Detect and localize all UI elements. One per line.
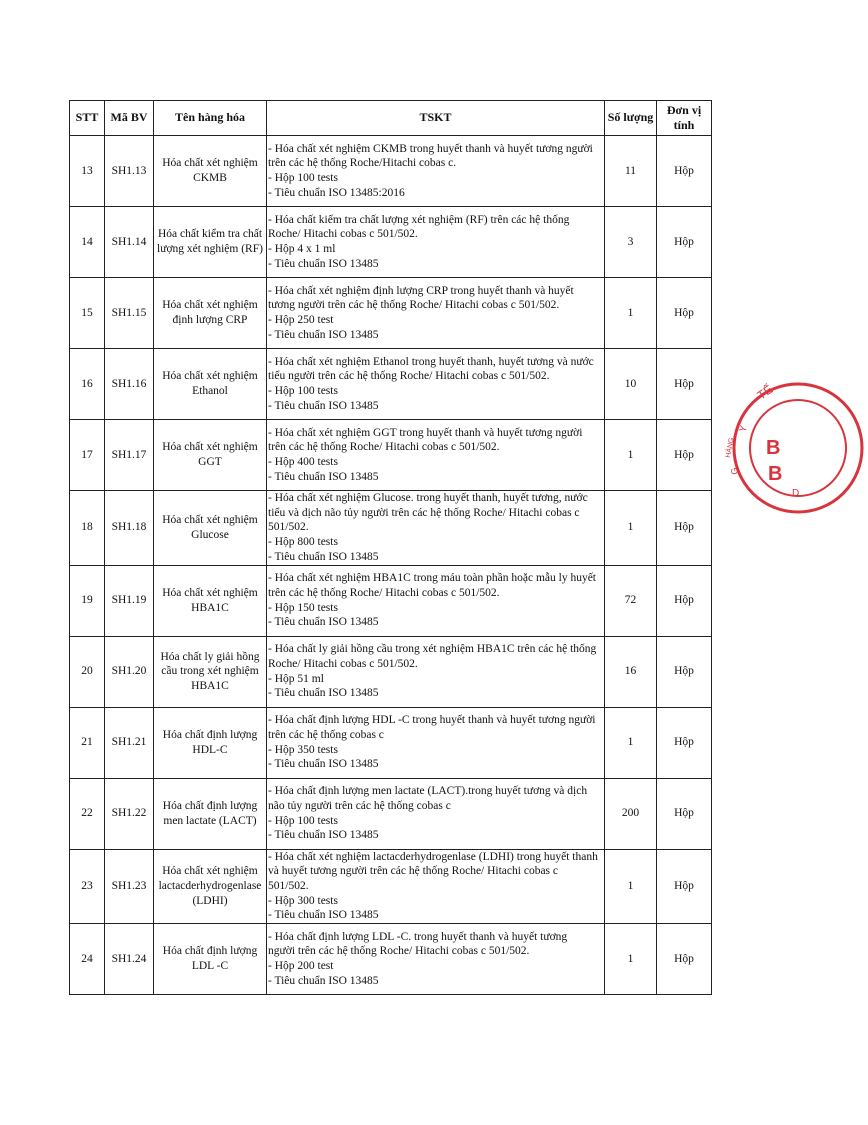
cell-don-vi: Hộp (657, 778, 712, 849)
tskt-line: - Tiêu chuẩn ISO 13485 (268, 616, 379, 629)
cell-so-luong: 72 (605, 565, 657, 636)
cell-ten-hang-hoa (154, 136, 267, 207)
table-row (70, 707, 712, 778)
cell-ma-bv: SH1.22 (105, 778, 154, 849)
cell-stt: 17 (70, 420, 105, 491)
ten-line: (LDHI) (192, 894, 228, 907)
ten-line: Ethanol (192, 385, 228, 397)
ten-line: Hóa chất xét nghiệm (162, 157, 258, 170)
header-so-luong: Số lượng (605, 101, 657, 136)
ten-line: Hóa chất định lượng (162, 799, 258, 812)
cell-ma-bv: SH1.14 (105, 207, 154, 278)
tskt-line: và huyết tương người trên các hệ thống Roche/ Hitachi cobas c (268, 865, 558, 878)
cell-don-vi: Hộp (657, 565, 712, 636)
tskt-line: trên các hệ thống cobas c (268, 728, 384, 741)
tskt-line: tiểu người trên các hệ thống Roche/ Hitachi cobas c 501/502. (268, 370, 550, 383)
tskt-line: Roche/ Hitachi cobas c 501/502. (268, 228, 418, 241)
table-row (70, 565, 712, 636)
cell-so-luong: 1 (605, 491, 657, 566)
cell-ten-hang-hoa (154, 207, 267, 278)
table-row (70, 207, 712, 278)
tskt-line: - Hộp 300 tests (268, 894, 338, 907)
ten-line: CKMB (193, 172, 227, 184)
ten-line: lượng xét nghiệm (RF) (157, 243, 263, 255)
cell-stt: 22 (70, 778, 105, 849)
tskt-line: - Tiêu chuẩn ISO 13485 (268, 328, 379, 341)
table-row (70, 924, 712, 995)
tskt-line: - Hóa chất xét nghiệm định lượng CRP trong huyết thanh và huyết (268, 284, 574, 297)
tskt-line: - Tiêu chuẩn ISO 13485 (268, 257, 379, 270)
ten-line: định lượng CRP (172, 314, 248, 326)
cell-tskt (267, 565, 605, 636)
tskt-line: tương người trên các hệ thống Roche/ Hitachi cobas c 501/502. (268, 299, 560, 312)
cell-don-vi: Hộp (657, 491, 712, 566)
cell-don-vi: Hộp (657, 207, 712, 278)
cell-ten-hang-hoa (154, 707, 267, 778)
tskt-line: - Hộp 100 tests (268, 814, 338, 827)
table-row (70, 420, 712, 491)
stamp-text-hang: HÀNG (725, 437, 736, 459)
tskt-line: - Hộp 400 tests (268, 456, 338, 468)
tskt-line: - Tiêu chuẩn ISO 13485 (268, 470, 379, 483)
cell-ma-bv: SH1.21 (105, 707, 154, 778)
cell-so-luong: 1 (605, 707, 657, 778)
cell-don-vi: Hộp (657, 349, 712, 420)
cell-ma-bv: SH1.23 (105, 849, 154, 924)
tskt-line: trên các hệ thống Roche/ Hitachi cobas c 501/502. (268, 586, 500, 599)
cell-don-vi: Hộp (657, 136, 712, 207)
stamp-text-b1: B (766, 437, 781, 459)
cell-stt: 13 (70, 136, 105, 207)
cell-stt: 21 (70, 707, 105, 778)
tskt-line: 501/502. (268, 521, 309, 534)
cell-so-luong: 3 (605, 207, 657, 278)
table-body (70, 136, 712, 995)
supplies-table (69, 100, 712, 995)
stamp-text-d: D (792, 488, 800, 499)
stamp-text-b2: B (768, 463, 783, 485)
tskt-line: - Hộp 4 x 1 ml (268, 243, 336, 255)
cell-ten-hang-hoa (154, 349, 267, 420)
ten-line: Glucose (191, 528, 229, 541)
ten-line: cầu trong xét nghiệm (161, 665, 259, 678)
cell-tskt (267, 207, 605, 278)
cell-tskt (267, 849, 605, 924)
cell-stt: 19 (70, 565, 105, 636)
cell-ten-hang-hoa (154, 420, 267, 491)
ten-line: HBA1C (191, 601, 229, 614)
cell-ma-bv: SH1.18 (105, 491, 154, 566)
tskt-line: - Tiêu chuẩn ISO 13485 (268, 974, 379, 987)
tskt-line: - Hóa chất xét nghiệm HBA1C trong máu toàn phần hoặc mẫu ly huyết (268, 572, 596, 585)
cell-ma-bv: SH1.15 (105, 278, 154, 349)
tskt-line: - Hộp 200 test (268, 960, 334, 973)
tskt-line: - Hóa chất ly giải hồng cầu trong xét nghiệm HBA1C trên các hệ thống (268, 643, 597, 656)
cell-ten-hang-hoa (154, 278, 267, 349)
table-row (70, 349, 712, 420)
ten-line: Hóa chất xét nghiệm (162, 370, 258, 383)
tskt-line: - Hộp 100 tests (268, 385, 338, 397)
table-row (70, 136, 712, 207)
tskt-line: - Tiêu chuẩn ISO 13485 (268, 399, 379, 412)
cell-so-luong: 1 (605, 849, 657, 924)
cell-tskt (267, 491, 605, 566)
cell-stt: 18 (70, 491, 105, 566)
tskt-line: - Tiêu chuẩn ISO 13485 (268, 550, 379, 563)
cell-tskt (267, 278, 605, 349)
table-row (70, 278, 712, 349)
cell-ma-bv: SH1.19 (105, 565, 154, 636)
ten-line: Hóa chất xét nghiệm (162, 514, 258, 527)
tskt-line: - Tiêu chuẩn ISO 13485 (268, 758, 379, 771)
red-seal-stamp (725, 378, 868, 518)
cell-don-vi: Hộp (657, 420, 712, 491)
table-row (70, 636, 712, 707)
tskt-line: Roche/ Hitachi cobas c 501/502. (268, 657, 418, 670)
tskt-line: - Tiêu chuẩn ISO 13485:2016 (268, 186, 405, 199)
cell-so-luong: 1 (605, 924, 657, 995)
tskt-line: 501/502. (268, 880, 309, 893)
ten-line: GGT (198, 456, 222, 468)
cell-tskt (267, 636, 605, 707)
stamp-inner-ring (750, 400, 846, 496)
tskt-line: - Hộp 51 ml (268, 672, 324, 685)
cell-stt: 15 (70, 278, 105, 349)
cell-don-vi: Hộp (657, 849, 712, 924)
tskt-line: - Hộp 100 tests (268, 172, 338, 184)
tskt-line: não tủy người trên các hệ thống cobas c (268, 799, 451, 812)
cell-so-luong: 1 (605, 420, 657, 491)
tskt-line: - Hóa chất xét nghiệm Ethanol trong huyết thanh, huyết tương và nước (268, 355, 594, 368)
cell-stt: 14 (70, 207, 105, 278)
stamp-text-g: G (728, 466, 740, 476)
tskt-line: - Hộp 250 test (268, 314, 334, 326)
table-row (70, 491, 712, 566)
cell-ma-bv: SH1.20 (105, 636, 154, 707)
ten-line: HDL-C (192, 743, 228, 756)
cell-tskt (267, 136, 605, 207)
ten-line: Hóa chất xét nghiệm (162, 865, 258, 878)
tskt-line: - Hóa chất kiểm tra chất lượng xét nghiệm (RF) trên các hệ thống (268, 213, 570, 226)
cell-ten-hang-hoa (154, 849, 267, 924)
cell-stt: 24 (70, 924, 105, 995)
tskt-line: người trên các hệ thống Roche/ Hitachi cobas c 501/502. (268, 945, 530, 958)
tskt-line: - Tiêu chuẩn ISO 13485 (268, 909, 379, 922)
stamp-text-te: TẾ (754, 382, 776, 403)
ten-line: Hóa chất định lượng (162, 728, 258, 741)
header-tskt: TSKT (267, 101, 605, 136)
cell-ten-hang-hoa (154, 778, 267, 849)
ten-line: Hóa chất xét nghiệm (162, 441, 258, 454)
cell-tskt (267, 349, 605, 420)
tskt-line: - Hóa chất định lượng men lactate (LACT).trong huyết tương và dịch (268, 785, 588, 798)
tskt-line: - Hóa chất định lượng LDL -C. trong huyết thanh và huyết tương (268, 930, 568, 943)
cell-stt: 23 (70, 849, 105, 924)
table-header-row (70, 101, 712, 136)
table-row (70, 778, 712, 849)
ten-line: Hóa chất ly giải hồng (160, 650, 260, 663)
tskt-line: - Hộp 150 tests (268, 601, 338, 614)
header-don-vi-line1: Đơn vị (666, 102, 702, 117)
cell-don-vi: Hộp (657, 636, 712, 707)
cell-stt: 20 (70, 636, 105, 707)
header-don-vi-line2: tính (673, 118, 695, 132)
cell-so-luong: 16 (605, 636, 657, 707)
ten-line: Hóa chất kiểm tra chất (157, 228, 263, 241)
tskt-line: - Hóa chất định lượng HDL -C trong huyết thanh và huyết tương người (268, 714, 596, 727)
cell-ma-bv: SH1.16 (105, 349, 154, 420)
tskt-line: - Tiêu chuẩn ISO 13485 (268, 687, 379, 700)
tskt-line: - Hóa chất xét nghiệm Glucose. trong huyết thanh, huyết tương, nước (268, 492, 588, 504)
tskt-line: - Hộp 800 tests (268, 536, 338, 549)
tskt-line: - Hóa chất xét nghiệm CKMB trong huyết thanh và huyết tương người (268, 142, 593, 155)
cell-ten-hang-hoa (154, 924, 267, 995)
header-don-vi (657, 101, 712, 136)
cell-so-luong: 10 (605, 349, 657, 420)
cell-ten-hang-hoa (154, 636, 267, 707)
cell-ma-bv: SH1.17 (105, 420, 154, 491)
tskt-line: - Hộp 350 tests (268, 743, 338, 756)
ten-line: LDL -C (191, 960, 229, 973)
cell-so-luong: 1 (605, 278, 657, 349)
ten-line: Hóa chất xét nghiệm (162, 299, 258, 312)
tskt-line: trên các hệ thống Roche/Hitachi cobas c. (268, 157, 457, 170)
cell-so-luong: 11 (605, 136, 657, 207)
ten-line: HBA1C (191, 679, 229, 692)
tskt-line: tiểu và dịch não tủy người trên các hệ thống Roche/ Hitachi cobas c (268, 506, 580, 519)
cell-ten-hang-hoa (154, 491, 267, 566)
cell-tskt (267, 707, 605, 778)
tskt-line: - Tiêu chuẩn ISO 13485 (268, 829, 379, 842)
cell-ten-hang-hoa (154, 565, 267, 636)
cell-don-vi: Hộp (657, 924, 712, 995)
cell-tskt (267, 924, 605, 995)
tskt-line: trên các hệ thống Roche/ Hitachi cobas c 501/502. (268, 441, 500, 454)
cell-so-luong: 200 (605, 778, 657, 849)
ten-line: men lactate (LACT) (163, 814, 257, 827)
tskt-line: - Hóa chất xét nghiệm lactacderhydrogenlase (LDHI) trong huyết thanh (268, 850, 598, 863)
cell-ma-bv: SH1.13 (105, 136, 154, 207)
table-row (70, 849, 712, 924)
ten-line: lactacderhydrogenlase (158, 880, 262, 893)
header-stt: STT (70, 101, 105, 136)
header-ma-bv: Mã BV (105, 101, 154, 136)
cell-ma-bv: SH1.24 (105, 924, 154, 995)
cell-don-vi: Hộp (657, 278, 712, 349)
header-ten-hang-hoa: Tên hàng hóa (154, 101, 267, 136)
stamp-text-y: Y (737, 424, 750, 434)
ten-line: Hóa chất định lượng (162, 945, 258, 958)
tskt-line: - Hóa chất xét nghiệm GGT trong huyết thanh và huyết tương người (268, 426, 583, 439)
cell-tskt (267, 778, 605, 849)
cell-tskt (267, 420, 605, 491)
cell-stt: 16 (70, 349, 105, 420)
cell-don-vi: Hộp (657, 707, 712, 778)
ten-line: Hóa chất xét nghiệm (162, 586, 258, 599)
